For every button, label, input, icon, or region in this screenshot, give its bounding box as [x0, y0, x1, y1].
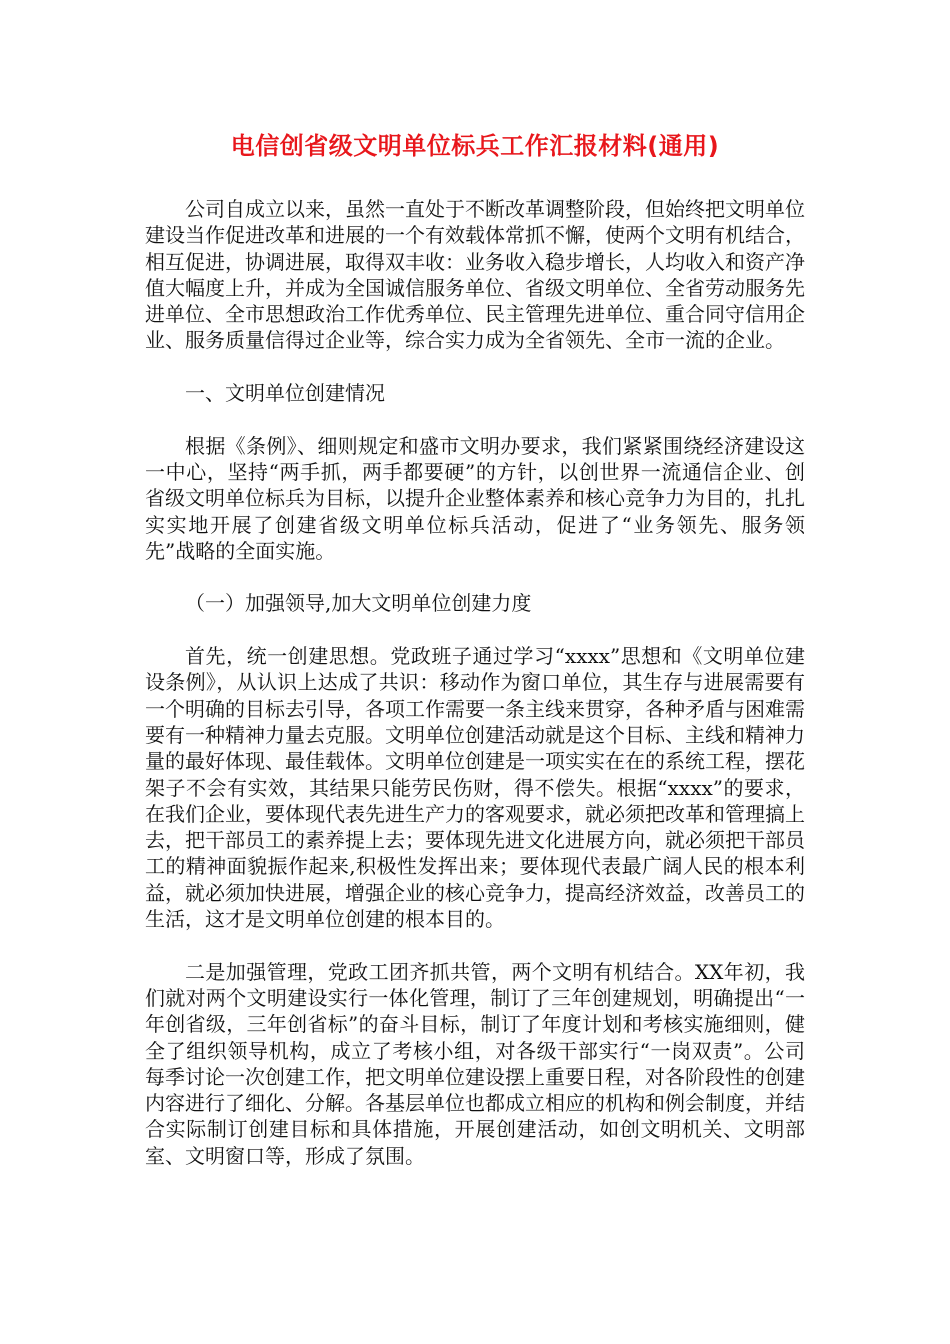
document-title: 电信创省级文明单位标兵工作汇报材料(通用): [230, 132, 720, 160]
section-heading-1: 一、文明单位创建情况: [185, 381, 385, 406]
paragraph-intro: 公司自成立以来，虽然一直处于不断改革调整阶段，但始终把文明单位建设当作促进改革和进展的一个有效载体常抓不懈，使两个文明有机结合，相互促进，协调进展，取得双丰收：业务收入稳步增长，人均收入和资产净值大幅度上升，并成为全国诚信服务单位、省级文明单位、全省劳动服务先进单位、全市思想政治工作优秀单位、民主管理先进单位、重合同守信用企业、服务质量信得过企业等，综合实力成为全省领先、全市一流的企业。: [145, 197, 805, 353]
paragraph-basis: 根据《条例》、细则规定和盛市文明办要求，我们紧紧围绕经济建设这一中心，坚持“两手抓，两手都要硬”的方针，以创世界一流通信企业、创省级文明单位标兵为目标，以提升企业整体素养和核心竞争力为目的，扎扎实实地开展了创建省级文明单位标兵活动，促进了“业务领先、服务领先”战略的全面实施。: [145, 433, 805, 563]
paragraph-first: 首先，统一创建思想。党政班子通过学习“xxxx”思想和《文明单位建设条例》，从认识上达成了共识：移动作为窗口单位，其生存与进展需要有一个明确的目标去引导，各项工作需要一条主线来贯穿，各种矛盾与困难需要有一种精神力量去克服。文明单位创建活动就是这个目标、主线和精神力量的最好体现、最佳载体。文明单位创建是一项实实在在的系统工程，摆花架子不会有实效，其结果只能劳民伤财，得不偿失。根据“xxxx”的要求，在我们企业，要体现代表先进生产力的客观要求，就必须把改革和管理搞上去，把干部员工的素养提上去；要体现先进文化进展方向，就必须把干部员工的精神面貌振作起来,积极性发挥出来；要体现代表最广阔人民的根本利益，就必须加快进展，增强企业的核心竞争力，提高经济效益，改善员工的生活，这才是文明单位创建的根本目的。: [145, 644, 805, 932]
subsection-heading-1: （一）加强领导,加大文明单位创建力度: [185, 591, 532, 616]
paragraph-second: 二是加强管理，党政工团齐抓共管，两个文明有机结合。XX年初，我们就对两个文明建设实行一体化管理，制订了三年创建规划，明确提出“一年创省级，三年创省标”的奋斗目标，制订了年度计划和考核实施细则，健全了组织领导机构，成立了考核小组，对各级干部实行“一岗双责”。公司每季讨论一次创建工作，把文明单位建设摆上重要日程，对各阶段性的创建内容进行了细化、分解。各基层单位也都成立相应的机构和例会制度，并结合实际制订创建目标和具体措施，开展创建活动，如创文明机关、文明部室、文明窗口等，形成了氛围。: [145, 959, 805, 1168]
document-body: [145, 196, 805, 1195]
